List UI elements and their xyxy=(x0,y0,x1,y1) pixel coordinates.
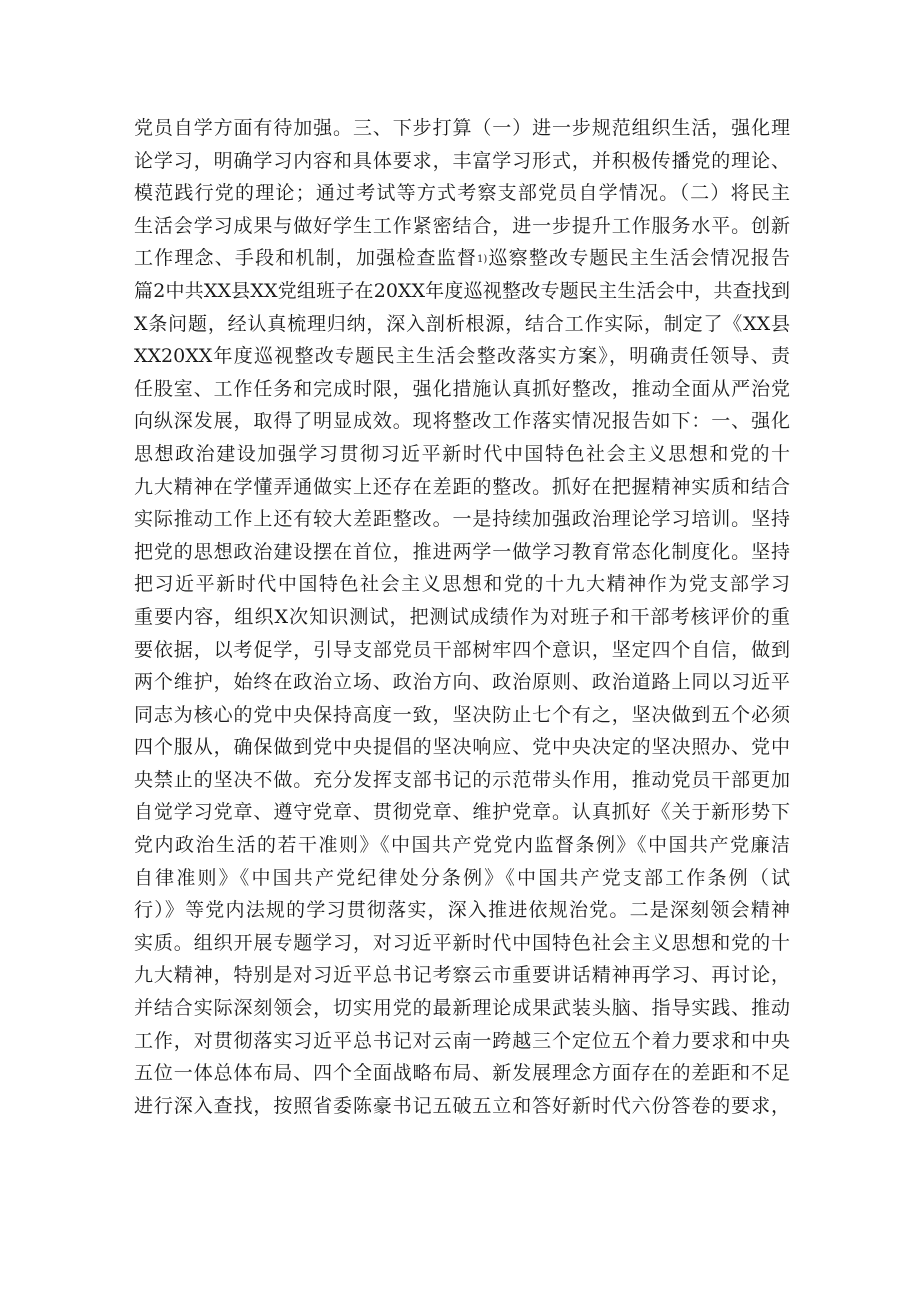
text-line-26: 实质。组织开展专题学习，对习近平新时代中国特色社会主义思想和党的十 xyxy=(134,931,790,954)
text-line-25: 行）》等党内法规的学习贯彻落实，深入推进依规治党。二是深刻领会精神 xyxy=(134,899,790,922)
text-line-27: 九大精神，特别是对习近平总书记考察云市重要讲话精神再学习、再讨论， xyxy=(134,964,790,987)
text-line-11: 思想政治建设加强学习贯彻习近平新时代中国特色社会主义思想和党的十 xyxy=(134,442,790,465)
text-line-3: 模范践行党的理论；通过考试等方式考察支部党员自学情况。（二）将民主 xyxy=(134,182,790,205)
text-line-12: 九大精神在学懂弄通做实上还存在差距的整改。抓好在把握精神实质和结合 xyxy=(134,475,790,498)
text-line-22: 自觉学习党章、遵守党章、贯彻党章、维护党章。认真抓好《关于新形势下 xyxy=(134,801,790,824)
text-line-2: 论学习，明确学习内容和具体要求，丰富学习形式，并积极传播党的理论、 xyxy=(134,149,790,172)
text-line-5-part-1: 工作理念、手段和机制，加强检查监督 xyxy=(134,247,478,270)
text-line-28: 并结合实际深刻领会，切实用党的最新理论成果武装头脑、指导实践、推动 xyxy=(134,997,790,1020)
text-line-6: 篇2中共XX县XX党组班子在20XX年度巡视整改专题民主生活会中，共查找到 xyxy=(134,279,790,302)
text-line-17: 要依据，以考促学，引导支部党员干部树牢四个意识，坚定四个自信，做到 xyxy=(134,638,790,661)
text-line-4: 生活会学习成果与做好学生工作紧密结合，进一步提升工作服务水平。创新 xyxy=(134,214,790,237)
text-line-31: 进行深入查找，按照省委陈豪书记五破五立和答好新时代六份答卷的要求， xyxy=(134,1094,790,1117)
text-line-7: X条问题，经认真梳理归纳，深入剖析根源，结合工作实际，制定了《XX县 xyxy=(134,312,790,335)
text-line-15: 把习近平新时代中国特色社会主义思想和党的十九大精神作为党支部学习 xyxy=(134,573,790,596)
text-line-18: 两个维护，始终在政治立场、政治方向、政治原则、政治道路上同以习近平 xyxy=(134,671,790,694)
text-line-5 xyxy=(134,242,790,275)
text-line-10: 向纵深发展，取得了明显成效。现将整改工作落实情况报告如下：一、强化 xyxy=(134,410,790,433)
document-body xyxy=(134,112,790,1122)
text-line-14: 把党的思想政治建设摆在首位，推进两学一做学习教育常态化制度化。坚持 xyxy=(134,540,790,563)
text-line-1: 党员自学方面有待加强。三、下步打算（一）进一步规范组织生活，强化理 xyxy=(134,117,790,139)
text-line-9: 任股室、工作任务和完成时限，强化措施认真抓好整改，推动全面从严治党 xyxy=(134,377,790,400)
footnote-mark: 1) xyxy=(477,254,488,266)
text-line-8: XX20XX年度巡视整改专题民主生活会整改落实方案》，明确责任领导、责 xyxy=(134,345,790,368)
text-line-5-part-2: 巡察整改专题民主生活会情况报告 xyxy=(487,247,790,270)
text-line-21: 央禁止的坚决不做。充分发挥支部书记的示范带头作用，推动党员干部更加 xyxy=(134,768,790,791)
text-line-23: 党内政治生活的若干准则》《中国共产党党内监督条例》《中国共产党廉洁 xyxy=(134,834,790,857)
text-line-16: 重要内容，组织X次知识测试，把测试成绩作为对班子和干部考核评价的重 xyxy=(134,605,790,628)
text-line-24: 自律准则》《中国共产党纪律处分条例》《中国共产党支部工作条例（试 xyxy=(134,866,790,889)
text-line-29: 工作，对贯彻落实习近平总书记对云南一跨越三个定位五个着力要求和中央 xyxy=(134,1029,790,1052)
text-line-30: 五位一体总体布局、四个全面战略布局、新发展理念方面存在的差距和不足 xyxy=(134,1062,790,1085)
text-line-19: 同志为核心的党中央保持高度一致，坚决防止七个有之，坚决做到五个必须 xyxy=(134,703,790,726)
text-line-20: 四个服从，确保做到党中央提倡的坚决响应、党中央决定的坚决照办、党中 xyxy=(134,736,790,759)
text-line-13: 实际推动工作上还有较大差距整改。一是持续加强政治理论学习培训。坚持 xyxy=(134,508,790,531)
